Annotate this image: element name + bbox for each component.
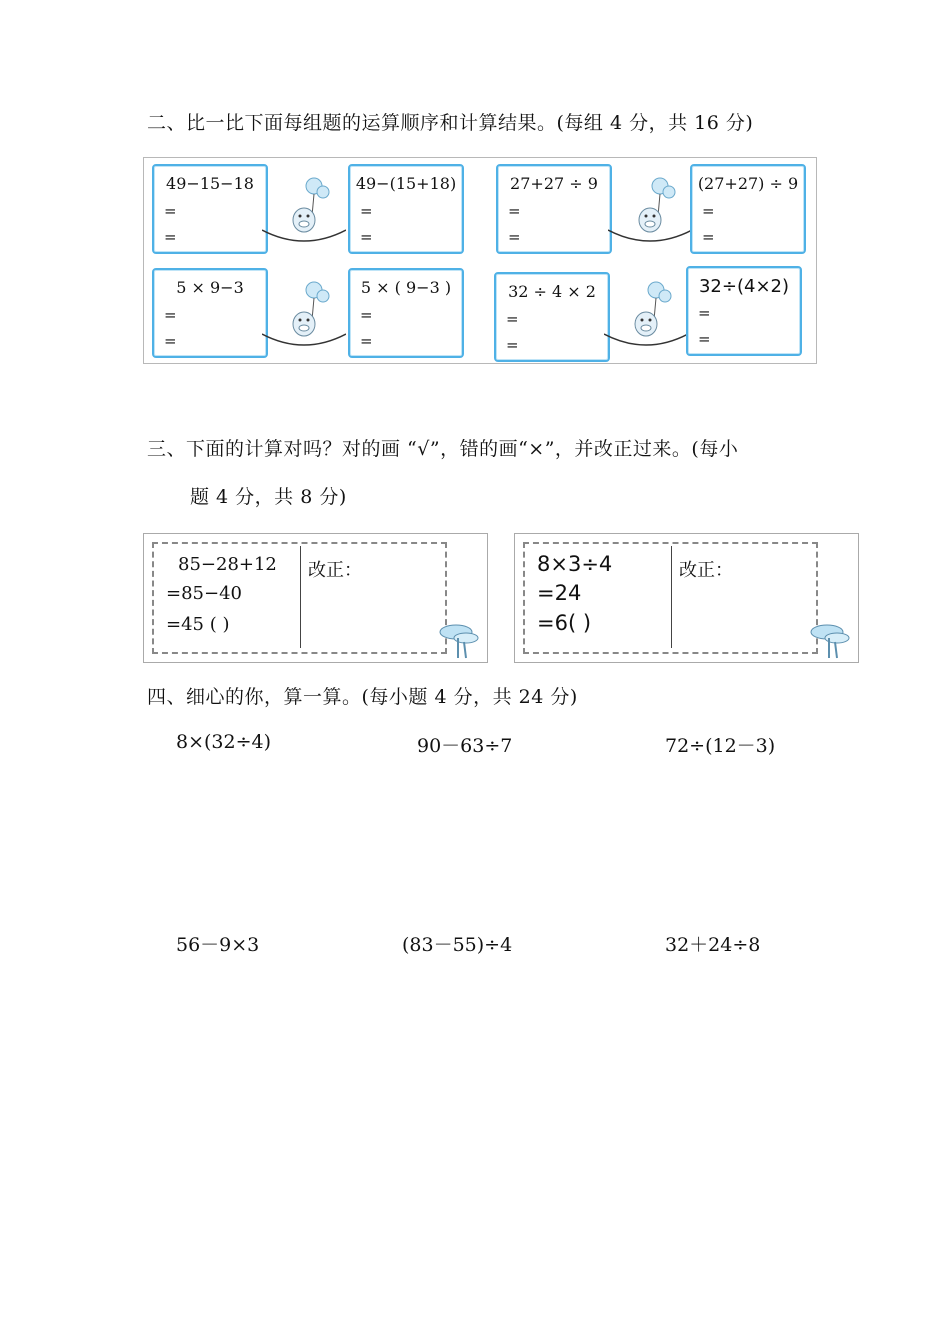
compare-box-left [494,272,610,362]
section4-heading: 四、细心的你，算一算。(每小题 4 分，共 24 分) [147,686,578,708]
expression: 32 ÷ 4 × 2 [508,282,596,301]
equals-sign: = [698,330,711,348]
hippo-balloon-icon [262,168,346,254]
compare-box-left [152,268,268,358]
compare-box-left [152,164,268,254]
flower-lamp-icon [436,620,482,660]
equals-sign: = [164,202,177,220]
compare-box-right [348,164,464,254]
equals-sign: = [360,332,373,350]
correction-label: 改正： [679,560,733,581]
equals-sign: = [508,202,521,220]
problem: 90－63÷7 [417,735,513,757]
problem: 56－9×3 [176,934,260,956]
flower-lamp-icon [807,620,853,660]
problem: (83－55)÷4 [402,934,513,956]
correction-label: 改正： [308,560,362,581]
expression: 27+27 ÷ 9 [510,174,598,193]
equals-sign: = [702,202,715,220]
equals-sign: = [360,306,373,324]
calc-line: =45 ( ) [166,614,230,635]
divider [300,546,301,648]
equals-sign: = [360,202,373,220]
compare-box-right [690,164,806,254]
expression: 5 × ( 9−3 ) [360,278,452,297]
equals-sign: = [698,304,711,322]
compare-panel [143,157,817,364]
calc-line: =6( ) [537,611,592,635]
compare-box-right [348,268,464,358]
expression: 49−(15+18) [355,174,457,193]
check-card-2 [514,533,859,663]
hippo-balloon-icon [604,272,688,358]
hippo-balloon-icon [262,272,346,358]
expression: 49−15−18 [166,174,254,193]
equals-sign: = [360,228,373,246]
compare-box-right [686,266,802,356]
equals-sign: = [508,228,521,246]
equals-sign: = [164,306,177,324]
check-card-1 [143,533,488,663]
compare-box-left [496,164,612,254]
section3-heading-line1: 三、下面的计算对吗？对的画 “√”，错的画“×”，并改正过来。(每小 [147,438,739,460]
calc-line: 85−28+12 [178,554,277,575]
calc-line: =85−40 [166,583,242,604]
divider [671,546,672,648]
expression: (27+27) ÷ 9 [697,174,799,193]
problem: 32＋24÷8 [665,934,761,956]
section2-heading: 二、比一比下面每组题的运算顺序和计算结果。(每组 4 分，共 16 分) [147,112,754,134]
calc-line: 8×3÷4 [537,552,613,576]
hippo-balloon-icon [608,168,692,254]
equals-sign: = [702,228,715,246]
equals-sign: = [506,336,519,354]
section3-heading-line2: 题 4 分，共 8 分) [190,486,347,508]
calc-line: =24 [537,581,582,605]
equals-sign: = [164,332,177,350]
equals-sign: = [164,228,177,246]
problem: 72÷(12－3) [665,735,776,757]
problem: 8×(32÷4) [176,731,272,753]
expression: 32÷(4×2) [698,276,790,297]
equals-sign: = [506,310,519,328]
expression: 5 × 9−3 [176,278,244,297]
